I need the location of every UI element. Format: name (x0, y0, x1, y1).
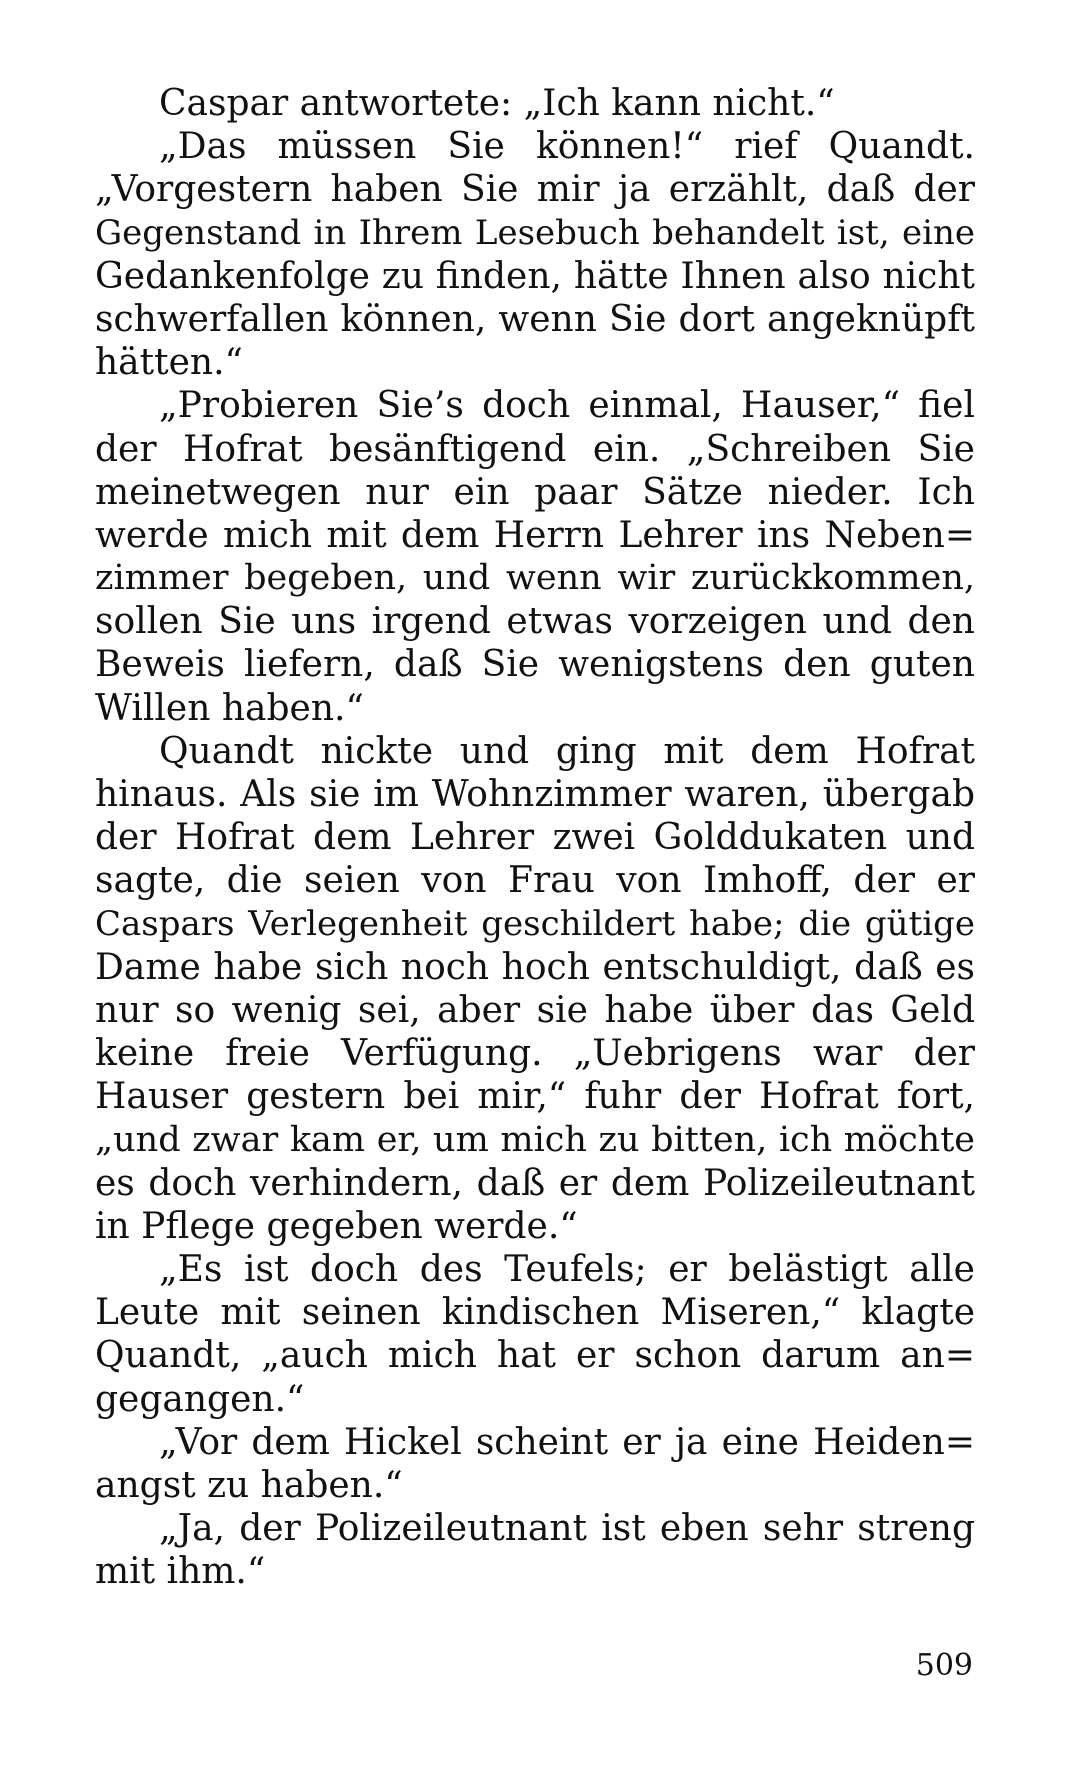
text-line: keine freie Verfügung. „Uebrigens war der (95, 1033, 975, 1075)
text-line: Dame habe sich noch hoch entschuldigt, daß es (95, 946, 975, 988)
text-line: hinaus. Als sie im Wohnzimmer waren, übergab (95, 774, 975, 815)
text-line: „Vor dem Hickel scheint er ja eine Heiden= (159, 1421, 975, 1463)
text-line: Quandt, „auch mich hat er schon darum an= (95, 1335, 975, 1377)
text-line: Leute mit seinen kindischen Miseren,“ klagte (95, 1292, 975, 1334)
text-line: angst zu haben.“ (95, 1465, 403, 1506)
text-line: gegangen.“ (95, 1378, 305, 1420)
text-line: der Hofrat dem Lehrer zwei Golddukaten und (95, 817, 975, 859)
text-line: Willen haben.“ (95, 687, 364, 729)
text-line: „Probieren Sie’s doch einmal, Hauser,“ fiel (159, 385, 975, 427)
text-line: „Ja, der Polizeileutnant ist eben sehr streng (159, 1508, 975, 1550)
text-line: Hauser gestern bei mir,“ fuhr der Hofrat fort, (95, 1076, 975, 1118)
text-line: Quandt nickte und ging mit dem Hofrat (159, 730, 975, 772)
text-line: in Pflege gegeben werde.“ (95, 1205, 578, 1247)
text-line: „Das müssen Sie können!“ rief Quandt. (159, 126, 975, 168)
text-line: Caspars Verlegenheit geschildert habe; die gütige (95, 903, 975, 944)
text-line: werde mich mit dem Herrn Lehrer ins Neben= (95, 514, 975, 556)
text-line: der Hofrat besänftigend ein. „Schreiben Sie (95, 428, 975, 470)
text-line: sagte, die seien von Frau von Imhoff, der er (95, 860, 975, 902)
text-line: hätten.“ (95, 342, 243, 384)
text-line: Gedankenfolge zu finden, hätte Ihnen also nicht (95, 255, 975, 297)
text-line: „Es ist doch des Teufels; er belästigt alle (159, 1249, 975, 1291)
text-line: Caspar antwortete: „Ich kann nicht.“ (159, 83, 835, 124)
text-line: meinetwegen nur ein paar Sätze nieder. Ich (95, 471, 975, 513)
text-line: mit ihm.“ (95, 1551, 266, 1593)
text-line: es doch verhindern, daß er dem Polizeileutnant (95, 1162, 975, 1204)
body-text (95, 82, 975, 1594)
text-line: sollen Sie uns irgend etwas vorzeigen und den (95, 601, 975, 643)
page-number: 509 (915, 1648, 973, 1683)
text-line: „Vorgestern haben Sie mir ja erzählt, daß der (95, 169, 975, 211)
text-line: Beweis liefern, daß Sie wenigstens den guten (95, 644, 975, 686)
text-line: „und zwar kam er, um mich zu bitten, ich möchte (95, 1119, 975, 1160)
text-line: Gegenstand in Ihrem Lesebuch behandelt ist, eine (95, 212, 975, 253)
text-line: zimmer begeben, und wenn wir zurückkommen, (95, 558, 975, 599)
text-line: schwerfallen können, wenn Sie dort angeknüpft (95, 298, 975, 340)
text-line: nur so wenig sei, aber sie habe über das Geld (95, 989, 975, 1031)
